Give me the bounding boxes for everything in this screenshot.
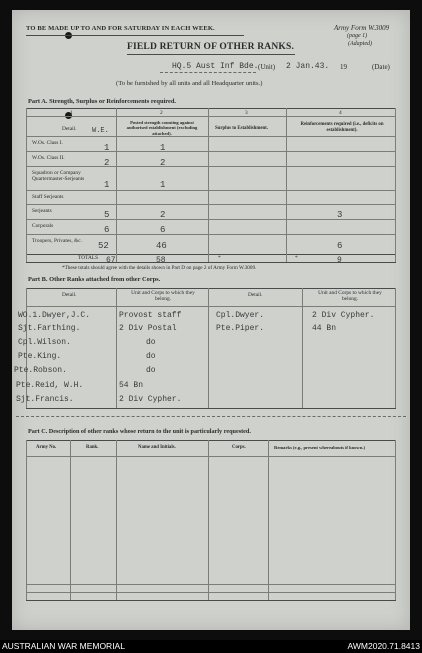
form-sheet bbox=[12, 10, 410, 630]
row-label: Corporals bbox=[32, 223, 54, 229]
part-a-colnum-rule bbox=[26, 116, 396, 117]
col-number-2: 2 bbox=[160, 110, 163, 116]
notice-text: TO BE MADE UP TO AND FOR SATURDAY IN EACH WEEK. bbox=[26, 25, 215, 32]
form-page: (page 1) bbox=[347, 33, 368, 39]
form-number: Army Form W.3009 bbox=[334, 24, 390, 32]
row-label: Staff Serjeants bbox=[32, 194, 64, 200]
furnished-note: (To be furnished by all units and all Headquarter units.) bbox=[116, 80, 263, 87]
attached-unit: do bbox=[146, 338, 156, 347]
part-c-col-line bbox=[70, 440, 71, 600]
row-reinf: 6 bbox=[337, 241, 343, 251]
part-b-col-line bbox=[116, 288, 117, 408]
row-rule bbox=[26, 151, 396, 152]
col-header-surplus: Surplus to Establishment. bbox=[215, 126, 268, 131]
footer-institution: AUSTRALIAN WAR MEMORIAL bbox=[2, 641, 125, 651]
row-posted: 2 bbox=[160, 210, 166, 220]
col-header-we: W.E. bbox=[92, 127, 109, 135]
part-c-col-remarks: Remarks (e.g., present whereabouts if known.) bbox=[274, 445, 366, 450]
notice-underline bbox=[26, 35, 244, 36]
unit-value: HQ.5 Aust Inf Bde. bbox=[172, 62, 259, 71]
part-a-top-rule bbox=[26, 108, 396, 109]
row-label: Troopers, Privates, &c. bbox=[32, 238, 82, 244]
attached-unit: 44 Bn bbox=[312, 324, 337, 333]
part-a-col-line bbox=[116, 108, 117, 262]
row-label: W.Os. Class I. bbox=[32, 140, 63, 146]
row-label: Squadron or Company Quartermaster-Serjeants bbox=[32, 170, 85, 183]
row-we: 5 bbox=[104, 210, 110, 220]
row-we: 1 bbox=[104, 180, 110, 190]
part-a-heading: Part A. Strength, Surplus or Reinforcements required. bbox=[28, 98, 176, 105]
page-title: FIELD RETURN OF OTHER RANKS. bbox=[127, 42, 295, 52]
row-we: 52 bbox=[98, 241, 109, 251]
part-a-col-line bbox=[26, 108, 27, 262]
row-posted: 46 bbox=[156, 241, 167, 251]
attached-name: Pte.Reid, W.H. bbox=[16, 381, 84, 390]
part-b-top-rule bbox=[26, 288, 396, 289]
part-a-col-line bbox=[395, 108, 396, 262]
attached-unit: do bbox=[146, 366, 156, 375]
row-rule bbox=[26, 166, 396, 167]
row-we: 6 bbox=[104, 225, 110, 235]
attached-name: Pte.King. bbox=[18, 352, 62, 361]
attached-unit: 2 Div Postal bbox=[119, 324, 177, 333]
part-b-col-detail-right: Detail. bbox=[248, 292, 263, 298]
part-c-col-line bbox=[26, 440, 27, 600]
row-posted: 1 bbox=[160, 143, 166, 153]
part-b-col-line bbox=[208, 288, 209, 408]
part-a-footnote: *These totals should agree with the details shown in Part D on page 2 of Army Form W.3009. bbox=[62, 265, 257, 271]
attached-name: Pte.Piper. bbox=[216, 324, 265, 333]
part-b-col-unit-right: Unit and Corps to which they belong. bbox=[318, 290, 382, 303]
year-prefix: 19 bbox=[340, 63, 347, 71]
row-reinf: 3 bbox=[337, 210, 343, 220]
unit-dotline bbox=[160, 72, 256, 73]
form-adapted: (Adapted) bbox=[348, 41, 372, 47]
part-c-col-rank: Rank. bbox=[86, 445, 99, 450]
attached-name: Sjt.Francis. bbox=[16, 395, 74, 404]
totals-label: TOTALS bbox=[78, 255, 99, 261]
row-rule bbox=[26, 204, 396, 205]
attached-name: WO.1.Dwyer,J.C. bbox=[18, 311, 91, 320]
row-posted: 6 bbox=[160, 225, 166, 235]
part-c-header-rule bbox=[26, 456, 396, 457]
part-a-col-line bbox=[286, 108, 287, 262]
part-c-row-rule bbox=[26, 584, 396, 585]
unit-label: (Unit) bbox=[258, 63, 276, 71]
row-posted: 2 bbox=[160, 158, 166, 168]
col-number-1: 1 bbox=[70, 110, 73, 116]
totals-posted: 58 bbox=[156, 256, 166, 265]
part-c-col-line bbox=[116, 440, 117, 600]
attached-unit: 54 Bn bbox=[119, 381, 144, 390]
part-c-bottom-rule bbox=[26, 600, 396, 601]
attached-unit: 2 Div Cypher. bbox=[119, 395, 182, 404]
totals-reinf-mark: * bbox=[295, 255, 298, 261]
part-c-col-army-no: Army No. bbox=[36, 445, 57, 450]
attached-unit: do bbox=[146, 352, 156, 361]
part-c-col-corps: Corps. bbox=[232, 445, 246, 450]
part-b-col-unit-left: Unit and Corps to which they belong. bbox=[131, 290, 195, 303]
part-b-heading: Part B. Other Ranks attached from other Corps. bbox=[28, 276, 161, 283]
col-number-3: 3 bbox=[245, 110, 248, 116]
row-rule bbox=[26, 234, 396, 235]
part-c-heading: Part C. Description of other ranks whose return to the unit is particularly requested. bbox=[28, 428, 251, 435]
row-label: Serjeants bbox=[32, 208, 52, 214]
row-we: 1 bbox=[104, 143, 110, 153]
part-c-top-rule bbox=[26, 440, 396, 441]
date-value: 2 Jan.43. bbox=[286, 62, 330, 71]
archive-footer bbox=[0, 640, 422, 653]
part-b-col-detail-left: Detail. bbox=[62, 292, 77, 298]
part-b-col-line bbox=[395, 288, 396, 408]
totals-surplus-mark: * bbox=[218, 255, 221, 261]
col-number-4: 4 bbox=[339, 110, 342, 116]
part-a-col-line bbox=[208, 108, 209, 262]
part-b-col-line bbox=[302, 288, 303, 408]
title-underline bbox=[127, 54, 295, 55]
footer-accession: AWM2020.71.8413 bbox=[347, 641, 420, 651]
part-b-col-line bbox=[26, 288, 27, 408]
totals-we: 67 bbox=[106, 256, 116, 265]
attached-name: Cpl.Dwyer. bbox=[216, 311, 265, 320]
row-posted: 1 bbox=[160, 180, 166, 190]
row-rule bbox=[26, 190, 396, 191]
totals-reinf: 9 bbox=[337, 256, 342, 265]
part-c-row-rule bbox=[26, 592, 396, 593]
col-header-detail: Detail. bbox=[62, 126, 77, 132]
row-we: 2 bbox=[104, 158, 110, 168]
part-a-header-rule bbox=[26, 136, 396, 137]
attached-unit: 2 Div Cypher. bbox=[312, 311, 375, 320]
part-c-col-line bbox=[208, 440, 209, 600]
col-header-reinf: Reinforcements required (i.e., deficits on establishment). bbox=[300, 122, 384, 133]
part-b-bottom-rule bbox=[26, 408, 396, 409]
row-label: W.Os. Class II. bbox=[32, 155, 65, 161]
date-label: (Date) bbox=[372, 63, 390, 71]
col-header-posted: Posted strength counting against authorised establishment (excluding attached). bbox=[126, 120, 198, 136]
attached-unit: Provost staff bbox=[119, 311, 182, 320]
part-c-col-line bbox=[395, 440, 396, 600]
attached-name: Cpl.Wilson. bbox=[18, 338, 71, 347]
section-separator bbox=[16, 416, 406, 417]
attached-name: Sjt.Farthing. bbox=[18, 324, 81, 333]
part-b-header-rule bbox=[26, 306, 396, 307]
part-c-col-name: Name and Initials. bbox=[138, 445, 176, 450]
attached-name: Pte.Robson. bbox=[14, 366, 67, 375]
part-c-col-line bbox=[268, 440, 269, 600]
